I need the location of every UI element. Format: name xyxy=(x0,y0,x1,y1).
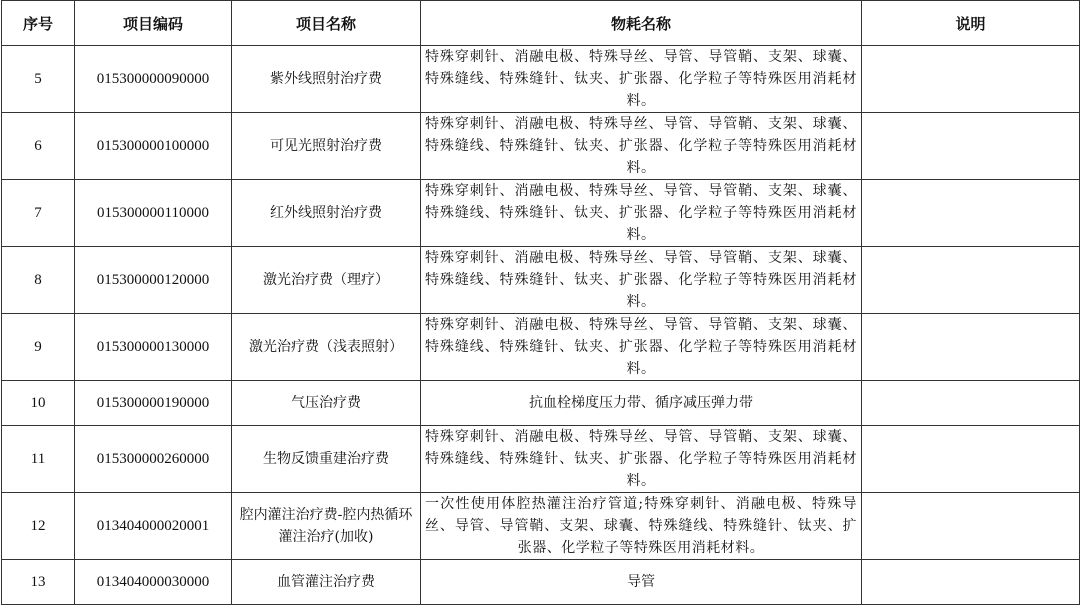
row-note xyxy=(862,381,1080,426)
row-material: 一次性使用体腔热灌注治疗管道;特殊穿刺针、消融电极、特殊导丝、导管、导管鞘、支架、球囊、特殊缝线、特殊缝针、钛夹、扩张器、化学粒子等特殊医用消耗材料。 xyxy=(421,493,862,560)
row-seq: 10 xyxy=(2,381,75,426)
table-row xyxy=(2,247,1080,314)
table-row xyxy=(2,46,1080,113)
row-code: 015300000090000 xyxy=(75,46,232,113)
row-seq: 12 xyxy=(2,493,75,560)
row-code: 013404000030000 xyxy=(75,560,232,605)
row-note xyxy=(862,46,1080,113)
row-code: 015300000190000 xyxy=(75,381,232,426)
header-code: 项目编码 xyxy=(75,1,232,46)
row-seq: 7 xyxy=(2,180,75,247)
row-seq: 6 xyxy=(2,113,75,180)
row-note xyxy=(862,180,1080,247)
row-name: 气压治疗费 xyxy=(232,381,421,426)
table-row xyxy=(2,560,1080,605)
row-name: 腔内灌注治疗费-腔内热循环灌注治疗(加收) xyxy=(232,493,421,560)
row-name: 生物反馈重建治疗费 xyxy=(232,426,421,493)
table-row xyxy=(2,493,1080,560)
row-material: 特殊穿刺针、消融电极、特殊导丝、导管、导管鞘、支架、球囊、特殊缝线、特殊缝针、钛夹、扩张器、化学粒子等特殊医用消耗材料。 xyxy=(421,46,862,113)
row-code: 015300000130000 xyxy=(75,314,232,381)
row-note xyxy=(862,247,1080,314)
row-code: 015300000120000 xyxy=(75,247,232,314)
row-name: 激光治疗费（理疗） xyxy=(232,247,421,314)
row-note xyxy=(862,493,1080,560)
row-name: 红外线照射治疗费 xyxy=(232,180,421,247)
row-name: 可见光照射治疗费 xyxy=(232,113,421,180)
row-material: 特殊穿刺针、消融电极、特殊导丝、导管、导管鞘、支架、球囊、特殊缝线、特殊缝针、钛夹、扩张器、化学粒子等特殊医用消耗材料。 xyxy=(421,426,862,493)
row-note xyxy=(862,113,1080,180)
header-note: 说明 xyxy=(862,1,1080,46)
table-row xyxy=(2,113,1080,180)
row-note xyxy=(862,314,1080,381)
row-name: 激光治疗费（浅表照射） xyxy=(232,314,421,381)
row-note xyxy=(862,426,1080,493)
row-code: 013404000020001 xyxy=(75,493,232,560)
row-material: 抗血栓梯度压力带、循序减压弹力带 xyxy=(421,381,862,426)
row-seq: 13 xyxy=(2,560,75,605)
row-code: 015300000260000 xyxy=(75,426,232,493)
header-seq: 序号 xyxy=(2,1,75,46)
row-seq: 5 xyxy=(2,46,75,113)
row-code: 015300000110000 xyxy=(75,180,232,247)
materials-table xyxy=(1,0,1080,605)
row-material: 特殊穿刺针、消融电极、特殊导丝、导管、导管鞘、支架、球囊、特殊缝线、特殊缝针、钛夹、扩张器、化学粒子等特殊医用消耗材料。 xyxy=(421,113,862,180)
row-name: 血管灌注治疗费 xyxy=(232,560,421,605)
row-name: 紫外线照射治疗费 xyxy=(232,46,421,113)
row-material: 特殊穿刺针、消融电极、特殊导丝、导管、导管鞘、支架、球囊、特殊缝线、特殊缝针、钛夹、扩张器、化学粒子等特殊医用消耗材料。 xyxy=(421,314,862,381)
row-code: 015300000100000 xyxy=(75,113,232,180)
header-name: 项目名称 xyxy=(232,1,421,46)
row-note xyxy=(862,560,1080,605)
row-material: 特殊穿刺针、消融电极、特殊导丝、导管、导管鞘、支架、球囊、特殊缝线、特殊缝针、钛夹、扩张器、化学粒子等特殊医用消耗材料。 xyxy=(421,180,862,247)
row-material: 导管 xyxy=(421,560,862,605)
header-row xyxy=(2,1,1080,46)
table-row xyxy=(2,180,1080,247)
row-seq: 8 xyxy=(2,247,75,314)
table-row xyxy=(2,314,1080,381)
row-seq: 11 xyxy=(2,426,75,493)
header-material: 物耗名称 xyxy=(421,1,862,46)
row-material: 特殊穿刺针、消融电极、特殊导丝、导管、导管鞘、支架、球囊、特殊缝线、特殊缝针、钛夹、扩张器、化学粒子等特殊医用消耗材料。 xyxy=(421,247,862,314)
row-seq: 9 xyxy=(2,314,75,381)
table-row xyxy=(2,381,1080,426)
table-row xyxy=(2,426,1080,493)
